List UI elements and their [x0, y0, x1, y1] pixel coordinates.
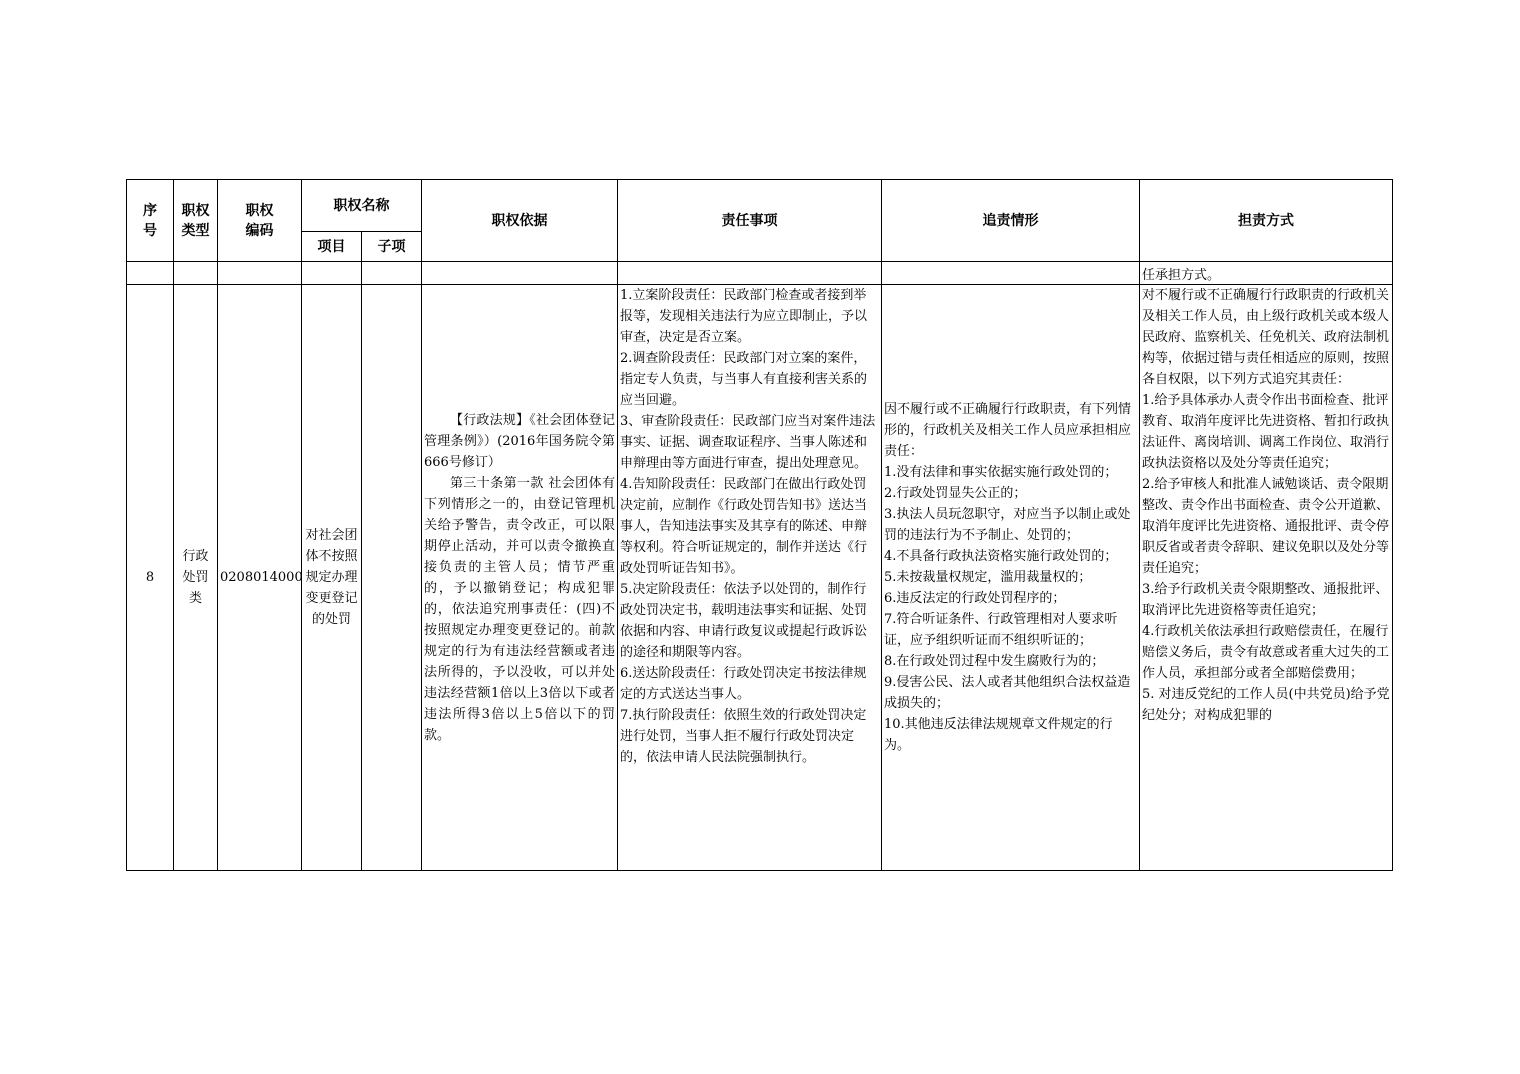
method-item: 2.给予审核人和批准人诫勉谈话、责令限期整改、责令作出书面检查、责令公开道歉、取消年度评比先进资格、通报批评、责令停职反省或者责令辞职、建议免职以及处分等责任追究； — [1142, 477, 1390, 576]
method-item: 4.行政机关依法承担行政赔偿责任，在履行赔偿义务后，责令有故意或者重大过失的工作人员，承担部分或者全部赔偿费用； — [1142, 624, 1390, 681]
responsibility-item: 4.告知阶段责任：民政部门在做出行政处罚决定前，应制作《行政处罚告知书》送达当事人，告知违法事实及其享有的陈述、申辩等权利。符合听证规定的，制作并送达《行政处罚听证告知书》。 — [620, 477, 868, 576]
header-name-item: 项目 — [302, 232, 362, 262]
accountability-item: 1.没有法律和事实依据实施行政处罚的； — [884, 465, 1118, 480]
cont-type — [174, 262, 218, 285]
row-item: 对社会团体不按照规定办理变更登记的处罚 — [302, 285, 362, 871]
continuation-row — [127, 262, 1393, 285]
cont-accountability — [882, 262, 1140, 285]
basis-article: 第三十条第一款 社会团体有下列情形之一的，由登记管理机关给予警告，责令改正，可以限期停止活动，并可以责令撤换直接负责的主管人员；情节严重的，予以撤销登记；构成犯罪的，依法追究刑事责任：(四)不按照规定办理变更登记的。前款规定的行为有违法经营额或者违法所得的，予以没收，可以并处违法经营额1倍以上3倍以下或者违法所得3倍以上5倍以下的罚款。 — [424, 475, 615, 743]
accountability-item: 10.其他违反法律法规规章文件规定的行为。 — [884, 717, 1113, 753]
accountability-item: 8.在行政处罚过程中发生腐败行为的； — [884, 654, 1105, 669]
responsibility-item: 6.送达阶段责任：行政处罚决定书按法律规定的方式送达当事人。 — [620, 666, 867, 702]
basis-source: 【行政法规】《社会团体登记管理条例》）(2016年国务院令第666号修订） — [424, 412, 615, 470]
method-item: 1.给予具体承办人责令作出书面检查、批评教育、取消年度评比先进资格、暂扣行政执法证件、离岗培训、调离工作岗位、取消行政执法资格以及处分等责任追究； — [1142, 393, 1390, 471]
row-basis — [422, 285, 618, 871]
method-item: 对不履行或不正确履行行政职责的行政机关及相关工作人员，由上级行政机关或本级人民政府、监察机关、任免机关、政府法制机构等，依据过错与责任相适应的原则，按照各自权限，以下列方式追究其责任： — [1142, 288, 1390, 387]
accountability-item: 因不履行或不正确履行行政职责，有下列情形的，行政机关及相关工作人员应承担相应责任： — [884, 402, 1132, 459]
row-accountability — [882, 285, 1140, 871]
header-code: 职权编码 — [218, 180, 302, 262]
header-method: 担责方式 — [1140, 180, 1393, 262]
accountability-item: 5.未按裁量权规定，滥用裁量权的； — [884, 570, 1092, 585]
accountability-item: 4.不具备行政执法资格实施行政处罚的； — [884, 549, 1118, 564]
cont-basis — [422, 262, 618, 285]
responsibility-item: 5.决定阶段责任：依法予以处罚的，制作行政处罚决定书，载明违法事实和证据、处罚依据和内容、申请行政复议或提起行政诉讼的途径和期限等内容。 — [620, 582, 868, 660]
responsibility-item: 1.立案阶段责任：民政部门检查或者接到举报等，发现相关违法行为应立即制止，予以审查，决定是否立案。 — [620, 288, 868, 345]
header-basis: 职权依据 — [422, 180, 618, 262]
responsibility-table — [126, 179, 1393, 871]
method-item: 5. 对违反党纪的工作人员(中共党员)给予党纪处分；对构成犯罪的 — [1142, 687, 1390, 723]
header-type: 职权类型 — [174, 180, 218, 262]
cont-subitem — [362, 262, 422, 285]
header-name-group: 职权名称 — [302, 180, 422, 232]
header-seq: 序号 — [127, 180, 174, 262]
accountability-item: 6.违反法定的行政处罚程序的； — [884, 591, 1066, 606]
row-type: 行政处罚类 — [174, 285, 218, 871]
header-responsibility: 责任事项 — [618, 180, 882, 262]
header-name-subitem: 子项 — [362, 232, 422, 262]
accountability-item: 9.侵害公民、法人或者其他组织合法权益造成损失的； — [884, 675, 1131, 711]
accountability-item: 2.行政处罚显失公正的； — [884, 486, 1027, 501]
table-row — [127, 285, 1393, 871]
row-subitem — [362, 285, 422, 871]
header-accountability: 追责情形 — [882, 180, 1140, 262]
cont-responsibility — [618, 262, 882, 285]
row-methods — [1140, 285, 1393, 871]
row-seq: 8 — [127, 285, 174, 871]
responsibility-item: 7.执行阶段责任：依照生效的行政处罚决定进行处罚，当事人拒不履行行政处罚决定的，依法申请人民法院强制执行。 — [620, 708, 867, 765]
accountability-item: 7.符合听证条件、行政管理相对人要求听证，应予组织听证而不组织听证的； — [884, 612, 1118, 648]
responsibility-item: 2.调查阶段责任：民政部门对立案的案件，指定专人负责，与当事人有直接利害关系的应当回避。 — [620, 351, 868, 408]
row-responsibilities — [618, 285, 882, 871]
responsibility-item: 3、审查阶段责任：民政部门应当对案件违法事实、证据、调查取证程序、当事人陈述和申辩理由等方面进行审查，提出处理意见。 — [620, 414, 876, 471]
cont-code — [218, 262, 302, 285]
method-item: 3.给予行政机关责令限期整改、通报批评、取消评比先进资格等责任追究； — [1142, 582, 1389, 618]
cont-seq — [127, 262, 174, 285]
cont-item — [302, 262, 362, 285]
cont-method: 任承担方式。 — [1140, 262, 1393, 285]
row-code: 0208014000 — [218, 285, 302, 871]
accountability-item: 3.执法人员玩忽职守，对应当予以制止或处罚的违法行为不予制止、处罚的； — [884, 507, 1131, 543]
